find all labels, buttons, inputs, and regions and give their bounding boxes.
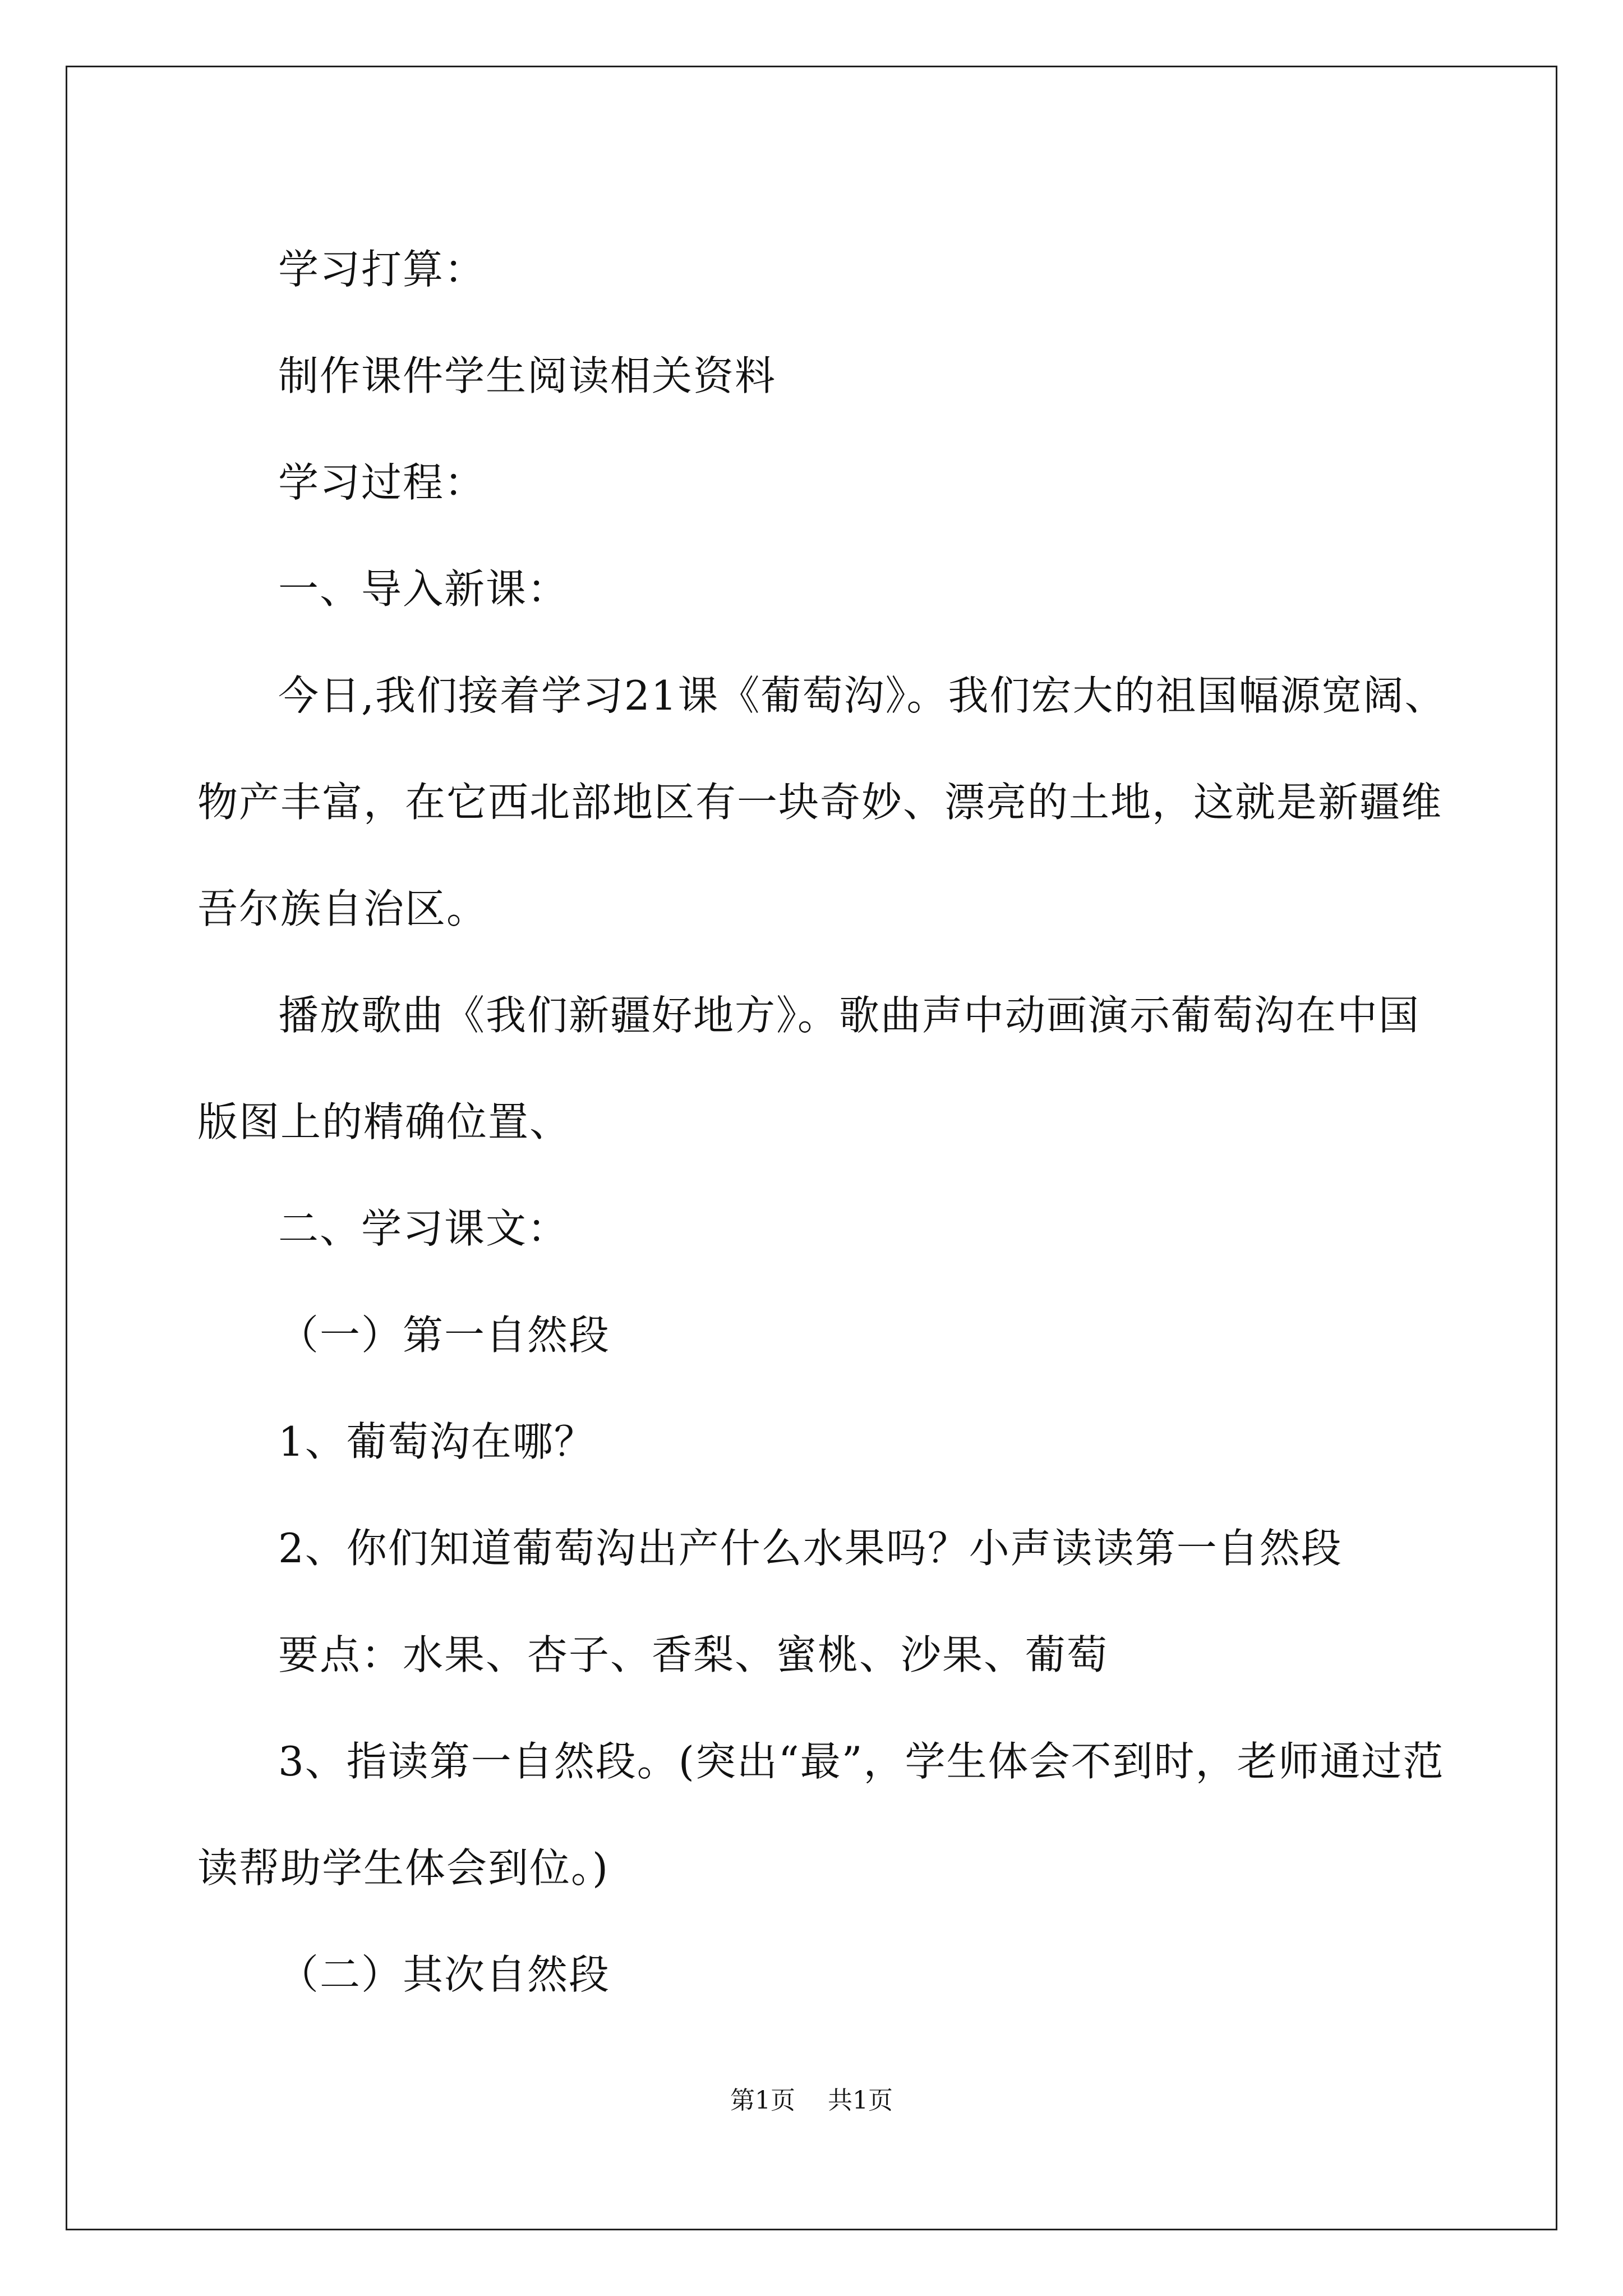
question-one: 1、葡萄沟在哪？: [278, 1418, 596, 1465]
paragraph-materials: 制作课件学生阅读相关资料: [278, 352, 777, 399]
paragraph-study-plan: 学习打算：: [278, 246, 486, 293]
heading-section-one: （一）第一自然段: [278, 1312, 611, 1359]
paragraph-study-process: 学习过程：: [278, 459, 486, 506]
heading-study-text: 二、学习课文：: [278, 1205, 569, 1252]
question-two: 2、你们知道葡萄沟出产什么水果吗？小声读读第一自然段: [278, 1525, 1343, 1572]
key-points: 要点：水果、杏子、香梨、蜜桃、沙果、葡萄: [278, 1631, 1109, 1678]
total-pages: 共1页: [828, 2086, 893, 2115]
document-body: [197, 216, 1448, 2028]
heading-introduction: 一、导入新课：: [278, 565, 569, 613]
heading-section-two: （二）其次自然段: [278, 1951, 611, 1998]
paragraph-intro-text: 今日,我们接着学习21课《葡萄沟》。我们宏大的祖国幅源宽阔、物产丰富，在它西北部地区有一块奇妙、漂亮的土地，这就是新疆维吾尔族自治区。: [197, 672, 1446, 932]
page-number: 第1页: [730, 2086, 795, 2115]
paragraph-song: 播放歌曲《我们新疆好地方》。歌曲声中动画演示葡萄沟在中国版图上的精确位置、: [197, 992, 1421, 1145]
question-three: 3、指读第一自然段。(突出“最”，学生体会不到时，老师通过范读帮助学生体会到位。): [197, 1738, 1445, 1892]
page-footer: [0, 2084, 1623, 2118]
